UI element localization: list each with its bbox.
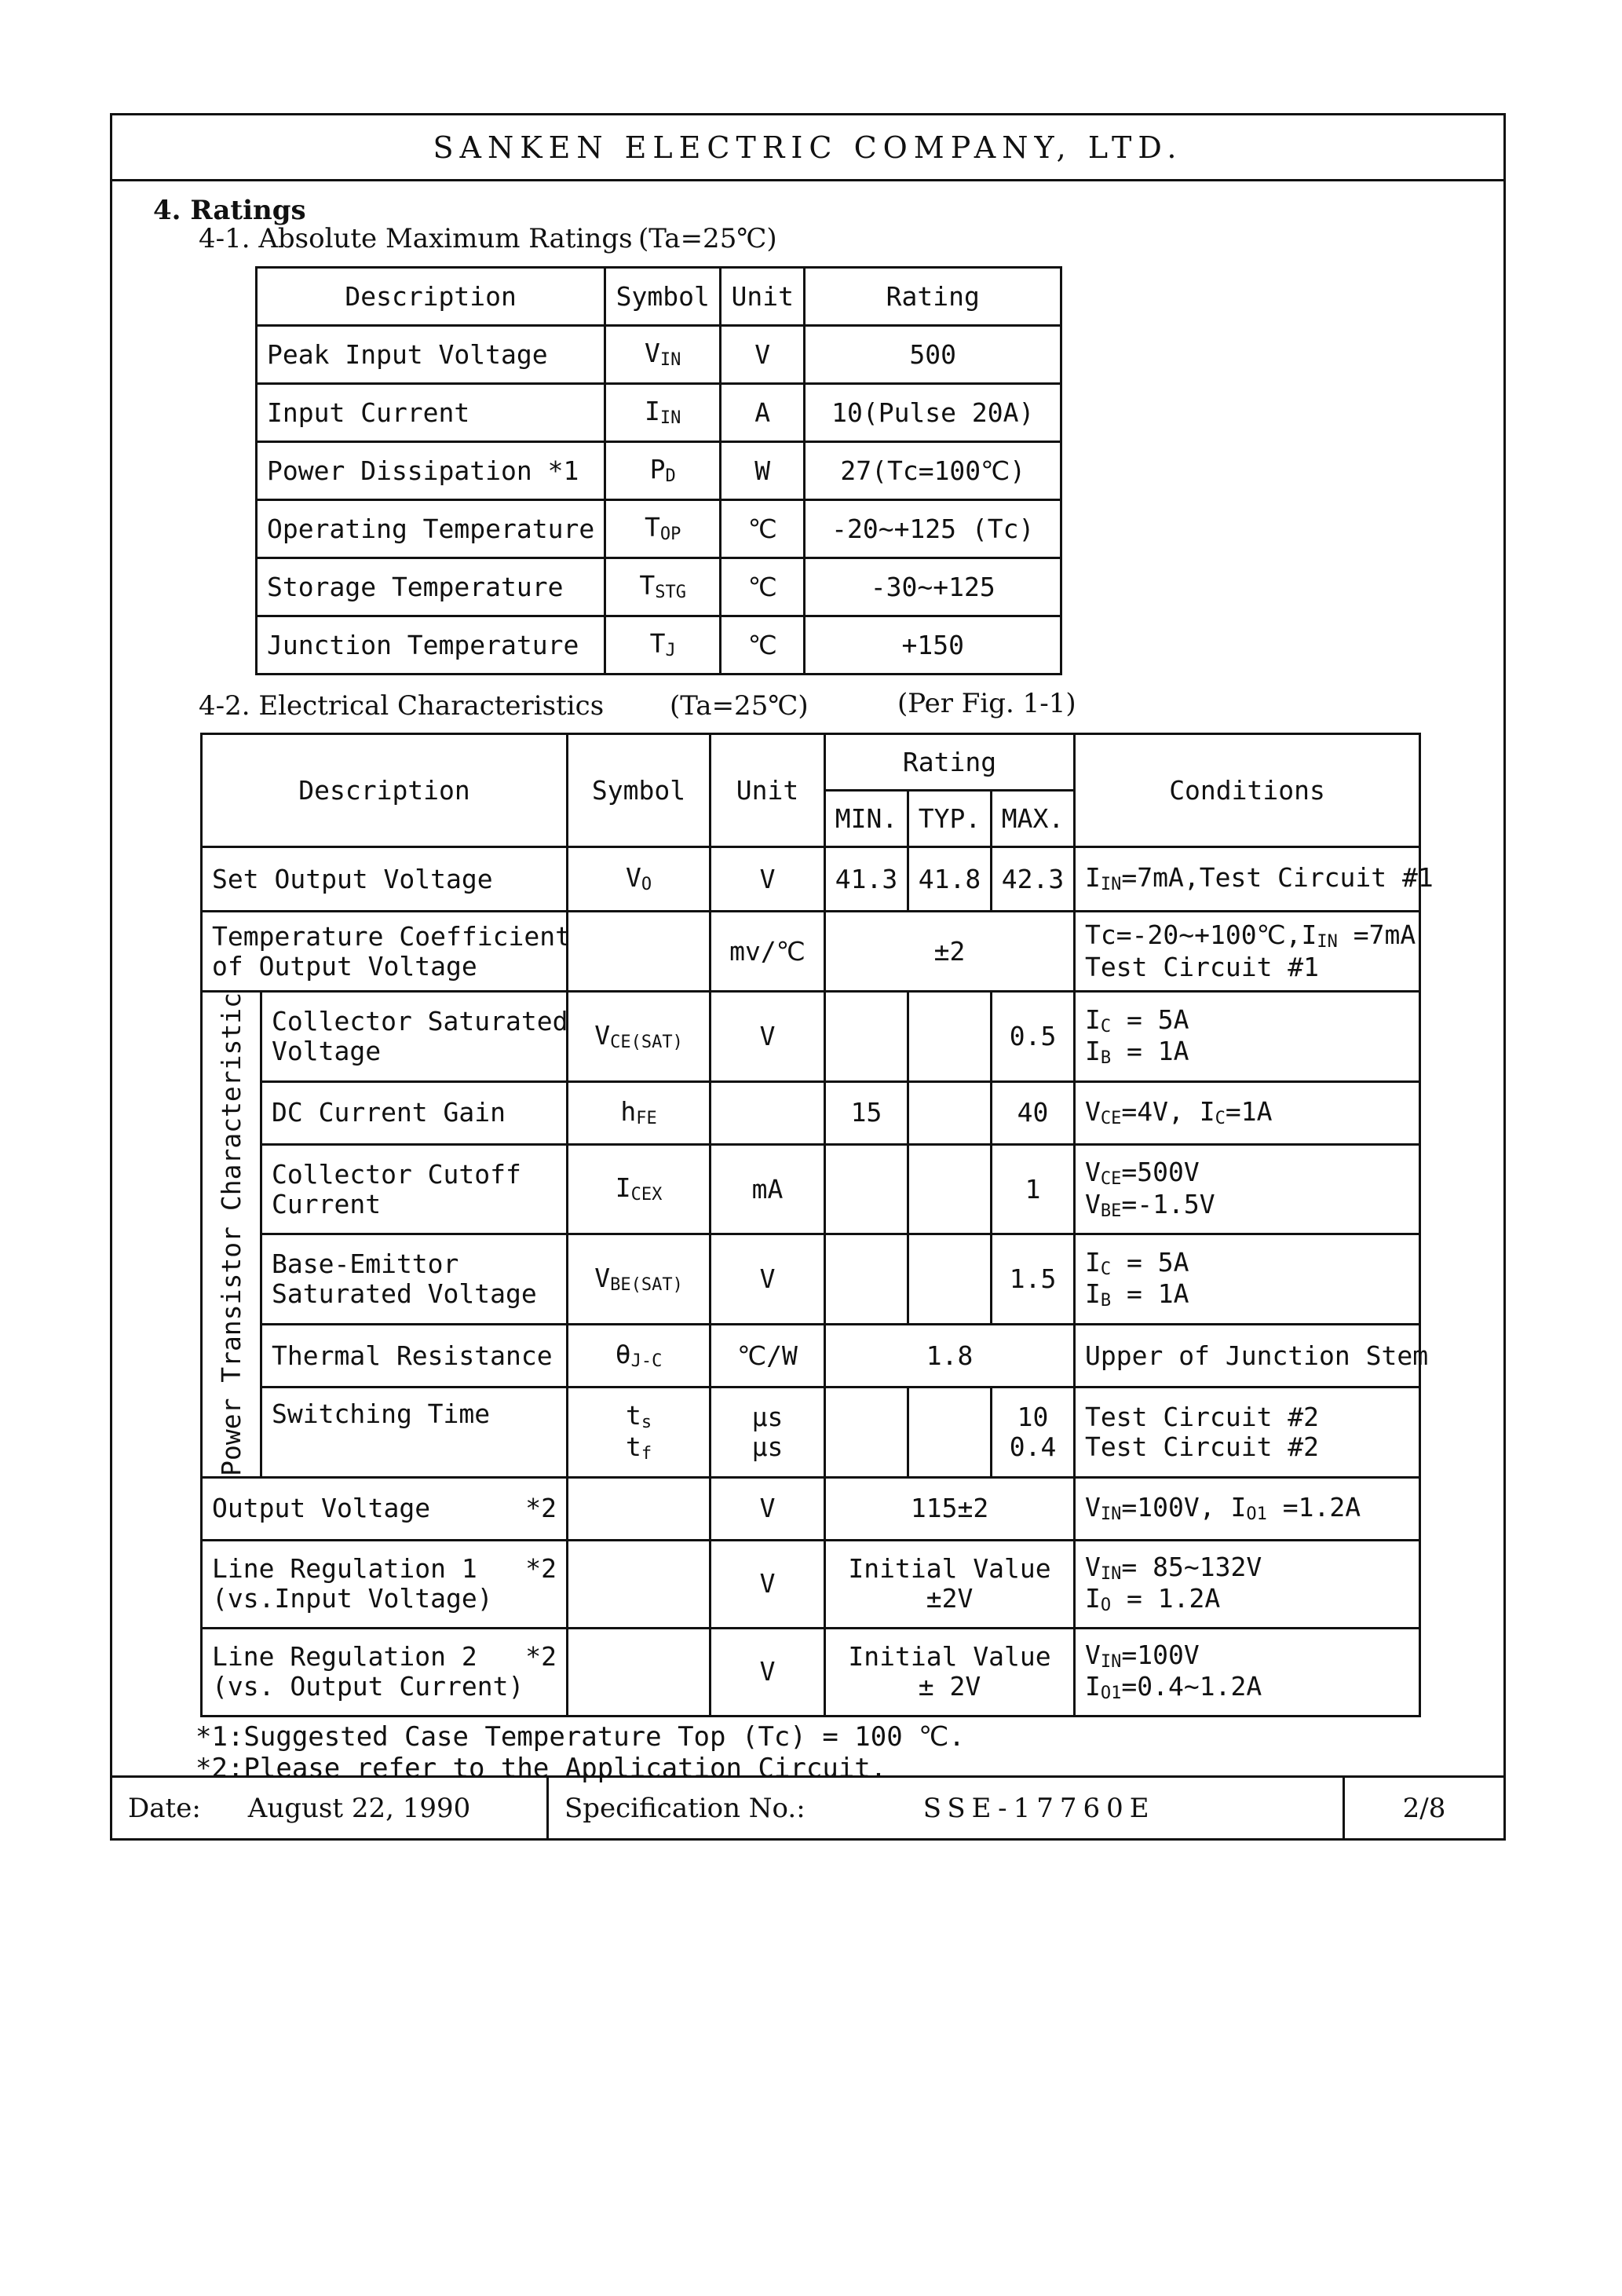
cell-max: 1 xyxy=(992,1144,1075,1234)
cell-rating: 10(Pulse 20A) xyxy=(805,384,1061,442)
cell-description: Line Regulation 1 *2 (vs.Input Voltage) xyxy=(202,1540,568,1628)
cell-conditions: $V_{IN}=100V$, $I_{O1} =1.2A$ xyxy=(1075,1477,1420,1540)
elec-char-condition: (Ta=25℃) xyxy=(670,690,809,722)
col-header-typ: TYP. xyxy=(908,791,992,847)
cell-unit: V xyxy=(711,992,825,1082)
footnote-1: *1:Suggested Case Temperature Top (Tc) = 100 ℃. xyxy=(195,1721,965,1753)
cell-typ xyxy=(908,1234,992,1325)
cell-min xyxy=(825,1144,908,1234)
cell-symbol: $T_{OP}$ xyxy=(605,500,721,558)
cell-description: Output Voltage *2 xyxy=(202,1477,568,1540)
cell-conditions: $I_{IN}=7mA,Test$ Circuit #1 xyxy=(1075,847,1420,912)
cell-conditions: $I_C = 5A$ $I_B = 1A$ xyxy=(1075,1234,1420,1325)
footer-page-number: 2/8 xyxy=(1402,1792,1446,1824)
elec-char-figure-ref: (Per Fig. 1-1) xyxy=(897,688,1076,719)
col-header-rating: Rating xyxy=(805,268,1061,326)
cell-symbol xyxy=(568,1628,711,1716)
table-row xyxy=(202,1081,1420,1144)
cell-conditions: $V_{IN}=100V$ $I_{O1}=0.4\sim 1.2A$ xyxy=(1075,1628,1420,1716)
company-header: SANKEN ELECTRIC COMPANY, LTD. xyxy=(112,115,1503,181)
cell-unit: ℃ xyxy=(721,616,805,675)
cell-description: Operating Temperature xyxy=(257,500,605,558)
cell-unit: V xyxy=(711,1234,825,1325)
cell-unit: V xyxy=(711,1628,825,1716)
cell-max: 10 0.4 xyxy=(992,1387,1075,1478)
cell-description: Peak Input Voltage xyxy=(257,326,605,384)
table-row xyxy=(257,326,1061,384)
cell-unit: V xyxy=(711,1477,825,1540)
cell-conditions: $Tc=-20\sim+100℃,I_{IN} =7mA$ Test Circuit #1 xyxy=(1075,912,1420,992)
cell-description: DC Current Gain xyxy=(261,1081,568,1144)
spec-sheet-frame xyxy=(110,113,1506,1841)
cell-symbol xyxy=(568,912,711,992)
table-row xyxy=(202,1234,1420,1325)
cell-max: 42.3 xyxy=(992,847,1075,912)
col-header-conditions: Conditions xyxy=(1075,734,1420,847)
cell-symbol: $V_O$ xyxy=(568,847,711,912)
cell-description: Junction Temperature xyxy=(257,616,605,675)
col-header-unit: Unit xyxy=(711,734,825,847)
cell-unit: A xyxy=(721,384,805,442)
cell-min: 15 xyxy=(825,1081,908,1144)
spec-label: Specification No.: xyxy=(564,1792,806,1824)
table-row xyxy=(257,616,1061,675)
cell-symbol: $h_{FE}$ xyxy=(568,1081,711,1144)
col-header-unit: Unit xyxy=(721,268,805,326)
cell-description: Thermal Resistance xyxy=(261,1325,568,1387)
cell-rating: +150 xyxy=(805,616,1061,675)
cell-min xyxy=(825,992,908,1082)
cell-unit: W xyxy=(721,442,805,500)
table-row xyxy=(257,442,1061,500)
footnote-2: *2:Please refer to the Application Circuit. xyxy=(195,1753,887,1784)
cell-unit: ℃/W xyxy=(711,1325,825,1387)
table-row xyxy=(202,992,1420,1082)
col-header-min: MIN. xyxy=(825,791,908,847)
group-label-power-transistor: Power Transistor Characteristic xyxy=(202,992,261,1478)
cell-rating: 27(Tc=100℃) xyxy=(805,442,1061,500)
cell-description: Power Dissipation *1 xyxy=(257,442,605,500)
cell-unit: μs μs xyxy=(711,1387,825,1478)
cell-conditions: $V_{IN}=$ 85~132V $I_O = 1.2A$ xyxy=(1075,1540,1420,1628)
cell-conditions: $I_C = 5A$ $I_B = 1A$ xyxy=(1075,992,1420,1082)
cell-description: Collector Saturated Voltage xyxy=(261,992,568,1082)
cell-unit: ℃ xyxy=(721,558,805,616)
cell-unit: ℃ xyxy=(721,500,805,558)
table-row xyxy=(202,1540,1420,1628)
col-header-symbol: Symbol xyxy=(605,268,721,326)
abs-max-table xyxy=(255,266,1062,675)
abs-max-title: 4-1. Absolute Maximum Ratings xyxy=(199,223,633,254)
col-header-max: MAX. xyxy=(992,791,1075,847)
table-row xyxy=(202,1387,1420,1478)
spec-number: SSE-17760E xyxy=(922,1792,1156,1824)
cell-symbol: $I_{IN}$ xyxy=(605,384,721,442)
cell-unit: V xyxy=(721,326,805,384)
cell-unit: mv/℃ xyxy=(711,912,825,992)
section-title: 4. Ratings xyxy=(153,195,306,226)
cell-symbol: $t_s$ $t_f$ xyxy=(568,1387,711,1478)
cell-conditions: $V_{CE}=4V$, $I_C=1A$ xyxy=(1075,1081,1420,1144)
cell-typ xyxy=(908,1387,992,1478)
cell-symbol: $V_{CE(SAT)}$ xyxy=(568,992,711,1082)
col-header-rating: Rating xyxy=(825,734,1075,791)
cell-symbol xyxy=(568,1540,711,1628)
table-row xyxy=(257,558,1061,616)
cell-description: Switching Time xyxy=(261,1387,568,1478)
elec-char-table xyxy=(200,733,1434,1717)
cell-conditions: Upper of Junction Stem xyxy=(1075,1325,1420,1387)
cell-symbol: $T_J$ xyxy=(605,616,721,675)
abs-max-condition: (Ta=25℃) xyxy=(638,223,777,254)
cell-min xyxy=(825,1387,908,1478)
table-row xyxy=(202,1628,1420,1716)
cell-unit xyxy=(711,1081,825,1144)
cell-symbol: $I_{CEX}$ xyxy=(568,1144,711,1234)
table-row xyxy=(202,847,1420,912)
cell-typ xyxy=(908,1144,992,1234)
cell-min xyxy=(825,1234,908,1325)
cell-rating: -30~+125 xyxy=(805,558,1061,616)
col-header-description: Description xyxy=(257,268,605,326)
cell-symbol xyxy=(568,1477,711,1540)
cell-typ: 41.8 xyxy=(908,847,992,912)
cell-rating-value: 115±2 xyxy=(825,1477,1075,1540)
cell-description: Storage Temperature xyxy=(257,558,605,616)
table-row xyxy=(202,1477,1420,1540)
cell-description: Set Output Voltage xyxy=(202,847,568,912)
cell-min: 41.3 xyxy=(825,847,908,912)
table-row xyxy=(202,1325,1420,1387)
cell-symbol: $P_D$ xyxy=(605,442,721,500)
footer-spec-cell xyxy=(549,1778,1345,1838)
cell-description: Temperature Coefficient of Output Voltage xyxy=(202,912,568,992)
footer-date-cell xyxy=(112,1778,549,1838)
date-value: August 22, 1990 xyxy=(247,1792,471,1824)
document-footer xyxy=(112,1775,1503,1838)
cell-unit: mA xyxy=(711,1144,825,1234)
cell-symbol: $\theta_{J-C}$ xyxy=(568,1325,711,1387)
cell-description: Base-Emittor Saturated Voltage xyxy=(261,1234,568,1325)
elec-char-title: 4-2. Electrical Characteristics xyxy=(199,690,605,722)
cell-max: 1.5 xyxy=(992,1234,1075,1325)
cell-typ xyxy=(908,992,992,1082)
cell-unit: V xyxy=(711,1540,825,1628)
cell-rating-value: ±2 xyxy=(825,912,1075,992)
table-header-row xyxy=(257,268,1061,326)
cell-symbol: $T_{STG}$ xyxy=(605,558,721,616)
table-row xyxy=(202,1144,1420,1234)
cell-symbol: $V_{IN}$ xyxy=(605,326,721,384)
table-row xyxy=(202,912,1420,992)
cell-rating-value: Initial Value ± 2V xyxy=(825,1628,1075,1716)
table-row xyxy=(257,384,1061,442)
table-row xyxy=(257,500,1061,558)
cell-conditions: Test Circuit #2 Test Circuit #2 xyxy=(1075,1387,1420,1478)
cell-description: Collector Cutoff Current xyxy=(261,1144,568,1234)
cell-max: 0.5 xyxy=(992,992,1075,1082)
cell-typ xyxy=(908,1081,992,1144)
cell-conditions: $V_{CE}=500V$ $V_{BE}=-1.5V$ xyxy=(1075,1144,1420,1234)
cell-max: 40 xyxy=(992,1081,1075,1144)
cell-description: Input Current xyxy=(257,384,605,442)
cell-rating: 500 xyxy=(805,326,1061,384)
cell-rating-value: Initial Value ±2V xyxy=(825,1540,1075,1628)
cell-rating-value: 1.8 xyxy=(825,1325,1075,1387)
col-header-symbol: Symbol xyxy=(568,734,711,847)
table-header-row xyxy=(202,734,1420,791)
col-header-description: Description xyxy=(202,734,568,847)
cell-description: Line Regulation 2 *2 (vs. Output Current) xyxy=(202,1628,568,1716)
cell-symbol: $V_{BE(SAT)}$ xyxy=(568,1234,711,1325)
date-label: Date: xyxy=(128,1792,201,1824)
cell-unit: V xyxy=(711,847,825,912)
cell-rating: -20~+125 (Tc) xyxy=(805,500,1061,558)
